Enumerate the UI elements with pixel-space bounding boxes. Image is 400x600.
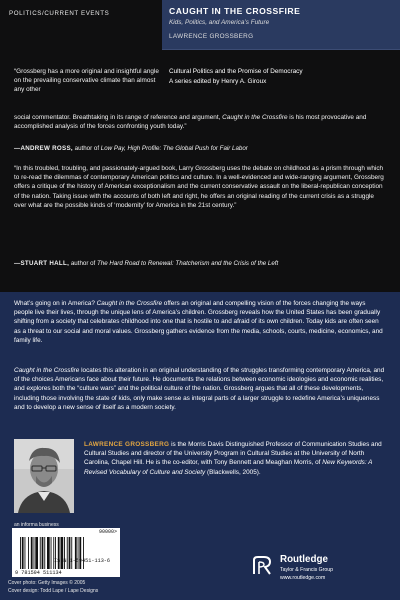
book-author: LAWRENCE GROSSBERG (169, 33, 254, 40)
publisher-name: Routledge (280, 554, 328, 565)
p2-end: locates this alteration in an original understanding of the struggles transforming contemporary America, and of the choices Americans face about their future. He documents the relations between economic ideologies and economic realities, and explores both the “culture wars” and the political culture of the nation. Grossberg argues that all of these developments, including those involving the state of kids, only make sense as integral parts of a larger struggle to redefine America’s uniqueness and to develop a new sense of itself as a modern society. (14, 367, 385, 411)
description-paragraph-1 (14, 299, 386, 345)
isbn-text: ISBN 1-59451-113-6 (54, 558, 111, 564)
ross-attribution (14, 145, 248, 152)
author-photo-image (14, 439, 74, 513)
publisher-logo-block (250, 552, 390, 592)
ross-books: Low Pay, High Profile: The Global Push for Fair Labor (100, 145, 248, 152)
p1-italic: Caught in the Crossfire (96, 300, 163, 307)
p2-italic: Caught in the Crossfire (14, 367, 80, 374)
book-title: CAUGHT IN THE CROSSFIRE (169, 6, 301, 16)
title-box (162, 0, 400, 50)
p1-start: What’s going on in America? (14, 300, 97, 307)
hall-books: The Hard Road to Renewal: Thatcherism and the Crisis of the Left (97, 260, 279, 267)
informa-label: an informa business (14, 522, 59, 528)
book-subtitle: Kids, Politics, and America’s Future (169, 19, 270, 26)
ross-quote-part-a: “Grossberg has a more original and insightful angle on the prevailing conservative climate than almost any other (14, 68, 159, 94)
description-paragraph-2 (14, 366, 386, 412)
top-black-band (0, 0, 400, 292)
bio-author-name: LAWRENCE GROSSBERG (84, 441, 170, 448)
ean-number: 9 781594 511134 (15, 570, 62, 576)
author-bio (84, 440, 386, 477)
ross-quote-start: social commentator. Breathtaking in its range of reference and argument, (14, 114, 223, 121)
hall-name: —STUART HALL, (14, 260, 70, 267)
bio-text-start: is the Morris Davis Distinguished Professor of Communication Studies and Cultural Studies and director of the University Program in Cultural Studies at the University of North Carolina, Chapel Hill. He is the co-editor, with Tony Bennett and Meaghan Morris, of (84, 441, 382, 467)
series-name: Cultural Politics and the Promise of Democracy (169, 68, 303, 75)
ross-quote-end: is his most provocative and accomplished analysis of the forces confronting youth today.” (14, 114, 367, 131)
author-photo (14, 439, 74, 513)
hall-author-of: author of (69, 260, 97, 267)
ross-name: —ANDREW ROSS, (14, 145, 73, 152)
routledge-logo-icon (250, 554, 274, 578)
ross-quote-part-b (14, 113, 386, 131)
bio-book: New Keywords: A Revised Vocabulary of Culture and Society (84, 459, 373, 476)
cover-design-credit: Cover design: Todd Lape / Lape Designs (8, 588, 99, 594)
isbn-barcode (12, 528, 120, 577)
series-editor: A series edited by Henry A. Giroux (169, 78, 267, 85)
ross-quote-italic: Caught in the Crossfire (222, 114, 288, 121)
category-label: POLITICS/CURRENT EVENTS (9, 10, 110, 17)
hall-quote: “In this troubled, troubling, and passionately-argued book, Larry Grossberg uses the debate on childhood as a prism through which to re-read the dilemmas of contemporary American politics and culture. In a well-evidenced and wide-ranging argument, Grossberg offers a critique of the history of American exceptionalism and the current conservative assault on the liberal-republican conception of the nation. Taking issue with the accounts of both left and right, he offers an original reading of the current crisis as a struggle over what are the possible kinds of ‘modernity’ for America in the 21st century.” (14, 165, 384, 209)
publisher-group: Taylor & Francis Group (280, 567, 334, 573)
cover-photo-credit: Cover photo: Getty Images © 2005 (8, 580, 86, 586)
hall-attribution (14, 260, 278, 267)
ross-author-of: author of (72, 145, 101, 152)
bio-text-end: (Blackwells, 2005). (205, 468, 261, 476)
price-code: 90000> (98, 529, 117, 535)
p1-end: offers an original and compelling vision of the forces changing the ways people live their lives, through the unique lens of America’s children. Grossberg reveals how the United States has been gradually shifting from a society that celebrates childhood into one that is hostile to and afraid of its own children. Today kids are often seen as a threat to our social and moral values. Grossberg gathers evidence from the media, schools, courts, medicine, economics, and family life. (14, 300, 383, 344)
publisher-url: www.routledge.com (280, 575, 326, 581)
series-box (162, 60, 400, 104)
